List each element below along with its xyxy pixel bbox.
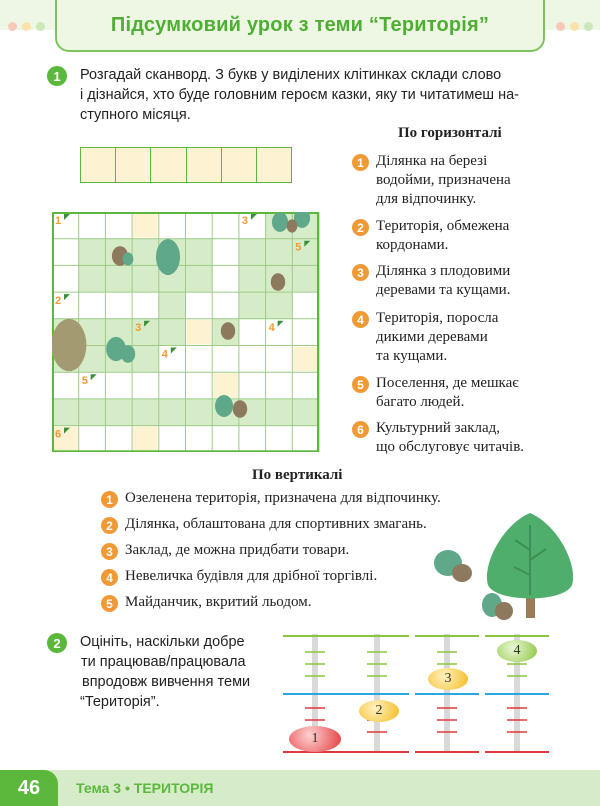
clue-line: дикими деревами [376, 329, 488, 345]
clue-line: Поселення, де мешкає [376, 375, 519, 391]
clue-line: Територія, поросла [376, 310, 499, 326]
level-3-ball[interactable]: 3 [428, 668, 468, 690]
page-number: 46 [0, 770, 58, 806]
clue-line: Культурний заклад, [376, 420, 501, 436]
bush-icon [287, 219, 298, 232]
tree-icon [52, 319, 86, 371]
decor-dot [36, 22, 45, 31]
clue-line: водойми, призначена [376, 172, 511, 188]
decor-dot [22, 22, 31, 31]
task-1-text [80, 65, 519, 125]
crossword-clue-number: 1 [55, 215, 62, 227]
answer-word-boxes[interactable] [80, 147, 292, 183]
answer-cell[interactable] [116, 148, 151, 182]
task-1-line: і дізнайся, хто буде головним героєм казки, яку ти читатимеш на- [80, 87, 519, 103]
level-4-ball[interactable]: 4 [497, 640, 537, 662]
clue-line: багато людей. [376, 394, 465, 410]
clue-number: 2 [352, 219, 369, 236]
highlight-cell [187, 320, 212, 345]
task-1-line: Розгадай сканворд. З букв у виділених клітинках склади слово [80, 67, 502, 83]
direction-arrow [251, 214, 257, 220]
task-1-line: ступного місяця. [80, 107, 191, 123]
clue-number: 4 [101, 569, 118, 586]
clue-text: Озеленена територія, призначена для відпочинку. [125, 490, 441, 506]
clue-number: 5 [101, 595, 118, 612]
task-2-line: “Територія”. [80, 694, 160, 710]
clue-line: кордонами. [376, 237, 449, 253]
vertical-heading: По вертикалі [252, 467, 343, 483]
trees-illustration [430, 505, 580, 625]
clue-number: 4 [352, 311, 369, 328]
grid-shade [266, 292, 293, 319]
highlight-cell [293, 347, 318, 372]
grid-shade [132, 346, 159, 373]
clue-line: Ділянка з плодовими [376, 263, 511, 279]
task-2-line: Оцініть, наскільки добре [80, 634, 245, 650]
highlight-cell [213, 373, 238, 398]
task-2-number: 2 [47, 633, 67, 653]
topic-prefix: Тема 3 • [76, 780, 130, 796]
footer-topic [76, 780, 213, 796]
bush-icon [482, 593, 513, 620]
level-2-ball[interactable]: 2 [359, 700, 399, 722]
clue-number: 1 [101, 491, 118, 508]
clue-line: та кущами. [376, 348, 448, 364]
page-title-text: Підсумковий урок з теми “Територія” [110, 13, 490, 36]
decor-dot [584, 22, 593, 31]
bush-icon [215, 395, 233, 417]
direction-arrow [91, 374, 97, 380]
task-2-line: впродовж вивчення теми [82, 674, 251, 690]
bush-icon [434, 550, 472, 582]
answer-cell[interactable] [187, 148, 222, 182]
crossword-clue-number: 4 [268, 321, 275, 334]
decor-dot [8, 22, 17, 31]
topic-name: ТЕРИТОРІЯ [133, 780, 214, 796]
clue-text: Заклад, де можна придбати товари. [125, 542, 350, 558]
clue-text: Майданчик, вкритий льодом. [125, 594, 312, 610]
clue-number: 3 [101, 543, 118, 560]
direction-arrow [64, 214, 70, 220]
answer-cell[interactable] [81, 148, 116, 182]
clue-line: Територія, обмежена [376, 218, 510, 234]
direction-arrow [278, 321, 284, 327]
bush-icon [271, 273, 285, 291]
level-1-ball[interactable]: 1 [289, 726, 341, 752]
direction-arrow [171, 348, 177, 354]
answer-cell[interactable] [222, 148, 257, 182]
clue-line: деревами та кущами. [376, 282, 511, 298]
task-2-text [80, 632, 250, 712]
answer-cell[interactable] [257, 148, 291, 182]
crossword-clue-number: 3 [241, 215, 249, 227]
clue-line: Ділянка на березі [376, 153, 488, 169]
decor-dot [556, 22, 565, 31]
clue-number: 5 [352, 376, 369, 393]
direction-arrow [64, 294, 70, 300]
crossword-clue-number: 6 [55, 428, 62, 441]
task-2-line: ти працював/працювала [81, 654, 246, 670]
crossword-clue-number: 2 [55, 295, 62, 308]
decor-dot [570, 22, 579, 31]
crossword-grid[interactable] [52, 212, 322, 452]
bush-icon [121, 345, 135, 363]
highlight-cell [133, 427, 158, 452]
tree-icon [156, 239, 180, 275]
answer-cell[interactable] [151, 148, 186, 182]
bush-icon [272, 212, 288, 232]
clue-number: 2 [101, 517, 118, 534]
clue-text: Невеличка будівля для дрібної торгівлі. [125, 568, 378, 584]
clue-number: 3 [352, 264, 369, 281]
horizontal-heading: По горизонталі [398, 125, 502, 141]
clue-number: 6 [352, 421, 369, 438]
page-title [55, 0, 545, 52]
task-1-number: 1 [47, 66, 67, 86]
crossword-clue-number: 4 [161, 348, 168, 361]
clue-text: Ділянка, облаштована для спортивних змагань. [125, 516, 427, 532]
bush-icon [123, 252, 134, 265]
crossword-clue-number: 3 [135, 321, 142, 334]
crossword-clue-number: 5 [295, 241, 302, 254]
clue-line: що обслуговує читачів. [376, 439, 525, 455]
crossword-clue-number: 5 [81, 375, 88, 388]
bush-icon [233, 400, 247, 418]
grid-shade [239, 239, 266, 319]
clue-number: 1 [352, 154, 369, 171]
highlight-cell [133, 213, 158, 238]
clue-line: для відпочинку. [376, 191, 477, 207]
bush-icon [221, 322, 235, 340]
